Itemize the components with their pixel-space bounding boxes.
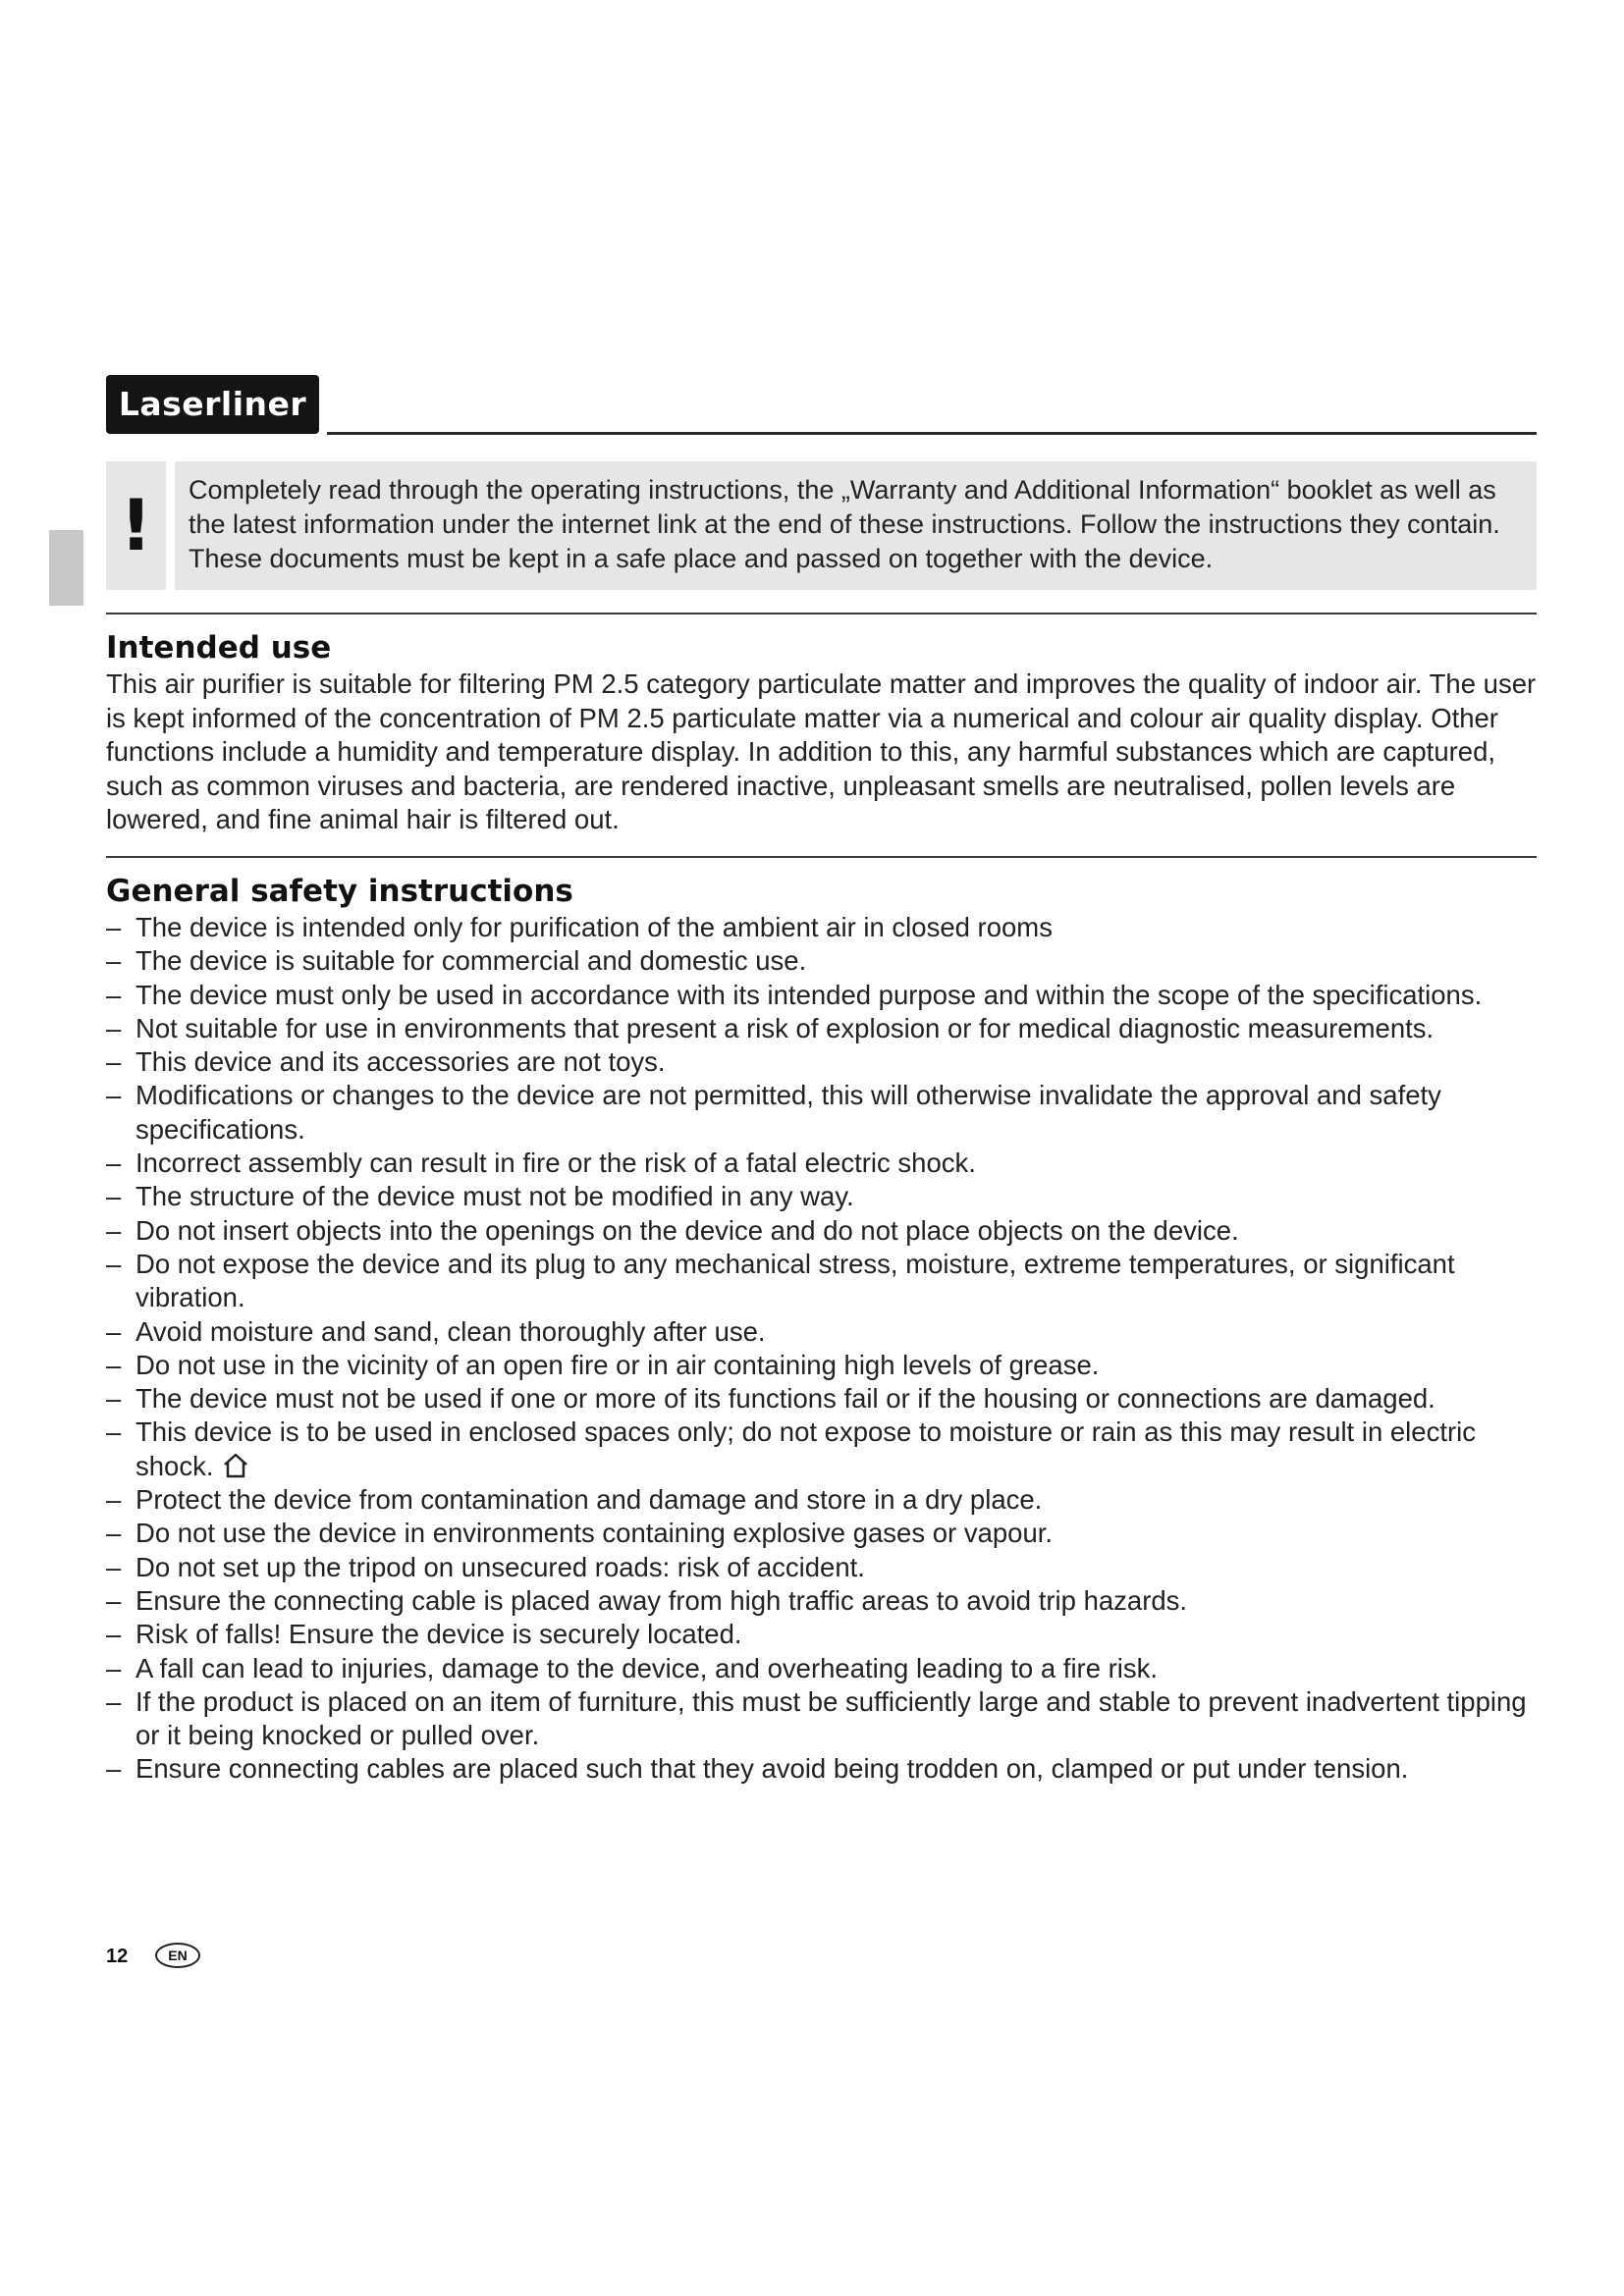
safety-heading: General safety instructions [106, 874, 573, 909]
list-item-text: Do not insert objects into the openings on the device and do not place objects on the device. [135, 1214, 1239, 1246]
page-number: 12 [106, 1946, 129, 1967]
list-item-text: The device must only be used in accordance with its intended purpose and within the scope of the specifications. [135, 979, 1483, 1010]
list-item-text: Protect the device from contamination and damage and store in a dry place. [135, 1484, 1043, 1516]
list-item [106, 1517, 1540, 1550]
list-item [106, 1551, 1540, 1584]
laserliner-logo: Laserliner [106, 375, 319, 434]
list-item [106, 1415, 1540, 1483]
list-item [106, 979, 1540, 1012]
list-item-text: This device is to be used in enclosed spaces only; do not expose to moisture or rain as this may result in electric shock. [135, 1416, 1476, 1481]
list-item [106, 1618, 1540, 1651]
warning-icon: ! [106, 461, 166, 590]
list-item-text: Do not set up the tripod on unsecured roads: risk of accident. [135, 1551, 865, 1582]
list-item-text: Risk of falls! Ensure the device is securely located. [135, 1619, 742, 1650]
section-divider [106, 856, 1537, 858]
list-item [106, 1652, 1540, 1685]
list-item [106, 1147, 1540, 1180]
side-tab-marker [49, 530, 83, 606]
header-rule [327, 432, 1537, 435]
list-item [106, 1584, 1540, 1618]
list-item-text: Do not use in the vicinity of an open fire or in air containing high levels of grease. [135, 1349, 1100, 1380]
list-item-text: The device is intended only for purification of the ambient air in closed rooms [135, 912, 1053, 942]
list-item-text: This device and its accessories are not toys. [135, 1046, 666, 1078]
list-item-text: Avoid moisture and sand, clean thoroughly after use. [135, 1315, 766, 1347]
list-item [106, 1214, 1540, 1248]
list-item [106, 1685, 1540, 1753]
list-item-text: The structure of the device must not be modified in any way. [135, 1181, 854, 1212]
intended-use-heading: Intended use [106, 630, 332, 666]
list-item-text: A fall can lead to injuries, damage to the device, and overheating leading to a fire risk. [135, 1652, 1159, 1683]
language-badge: EN [155, 1943, 200, 1968]
list-item [106, 1045, 1540, 1079]
list-item-text: Do not expose the device and its plug to any mechanical stress, moisture, extreme temperatures, or significant vibration. [135, 1248, 1455, 1313]
list-item [106, 1079, 1540, 1147]
list-item-text: If the product is placed on an item of furniture, this must be sufficiently large and stable to prevent inadvertent tipping or it being knocked or pulled over. [135, 1685, 1527, 1751]
list-item-text: Ensure the connecting cable is placed away from high traffic areas to avoid trip hazards. [135, 1584, 1188, 1616]
list-item-text: The device must not be used if one or more of its functions fail or if the housing or connections are damaged. [135, 1383, 1435, 1415]
list-item-text: Modifications or changes to the device are not permitted, this will otherwise invalidate the approval and safety specifications. [135, 1080, 1441, 1145]
intended-use-text: This air purifier is suitable for filtering PM 2.5 category particulate matter and improves the quality of indoor air. The user is kept informed of the concentration of PM 2.5 particulate matter via a numerical and colour air quality display. Other functions include a humidity and temperature display. In addition to this, any harmful substances which are captured, such as common viruses and bacteria, are rendered inactive, unpleasant smells are neutralised, pollen levels are lowered, and fine animal hair is filtered out. [106, 668, 1537, 834]
list-item-text: Incorrect assembly can result in fire or the risk of a fatal electric shock. [135, 1148, 976, 1179]
section-divider [106, 613, 1537, 614]
list-item [106, 1752, 1540, 1786]
notice-text: Completely read through the operating instructions, the „Warranty and Additional Information“ booklet as well as the latest information under the internet link at the end of these instructions. Follow the instructions they contain. These documents must be kept in a safe place and passed on together with the device. [175, 461, 1537, 590]
list-item [106, 1382, 1540, 1415]
list-item [106, 1180, 1540, 1213]
list-item [106, 1349, 1540, 1382]
list-item [106, 1248, 1540, 1315]
list-item [106, 911, 1540, 944]
list-item-text: Ensure connecting cables are placed such that they avoid being trodden on, clamped or put under tension. [135, 1753, 1409, 1785]
list-item [106, 1012, 1540, 1045]
list-item-text: The device is suitable for commercial and domestic use. [135, 945, 807, 977]
safety-instructions-list [106, 911, 1540, 1787]
list-item-text: Do not use the device in environments containing explosive gases or vapour. [135, 1518, 1054, 1549]
list-item [106, 1483, 1540, 1517]
list-item [106, 944, 1540, 978]
list-item-text: Not suitable for use in environments that present a risk of explosion or for medical diagnostic measurements. [135, 1012, 1435, 1043]
indoor-house-icon [221, 1452, 250, 1479]
list-item [106, 1315, 1540, 1349]
